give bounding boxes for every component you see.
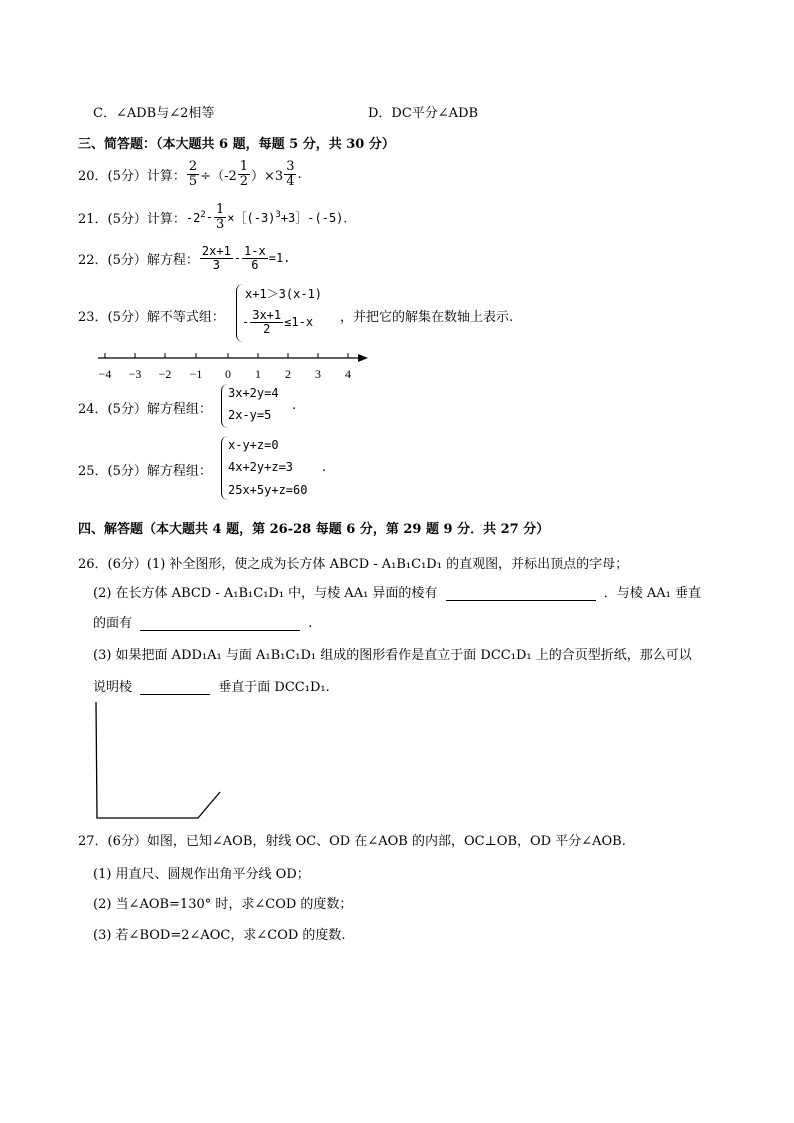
q24-brace — [221, 384, 228, 428]
q21-term-c: +3］-(-5)． — [280, 210, 356, 225]
q21-term-b: $\times[(-3)^3$ — [227, 209, 281, 225]
q23-label: 23．(5分）解不等式组： — [78, 310, 225, 325]
tick-label: −1 — [189, 367, 203, 381]
q23-inequality-1: x+1＞3(x-1) — [245, 287, 323, 301]
q20-end: . — [297, 166, 302, 182]
q25-equation-3: 25x+5y+z=60 — [228, 483, 308, 497]
q22-fraction-2: $\frac{1-x}{6}$ — [244, 244, 266, 272]
q22-end: =1. — [268, 251, 291, 266]
tick-label: 4 — [345, 367, 351, 381]
q26-part-2-line-1: (2) 在长方体 ABCD - A₁B₁C₁D₁ 中，与棱 AA₁ 异面的棱有 ．与棱 AA₁ 垂直 — [93, 586, 701, 601]
q26-part-1: 26．(6分）(1) 补全图形，使之成为长方体 ABCD - A₁B₁C₁D₁ 的直观图，并标出顶点的字母； — [78, 557, 629, 572]
tick-label: −4 — [98, 367, 112, 381]
number-line — [90, 346, 380, 382]
q20-label: 20．(5分）计算： — [78, 168, 186, 184]
number-line-ticks — [105, 353, 348, 358]
q25-equation-1: x-y+z=0 — [228, 438, 279, 452]
q20-fraction-1: $\frac{2}{5}$ — [188, 159, 198, 189]
q27-part-3: (2) 当∠AOB=130° 时，求∠COD 的度数； — [93, 897, 353, 912]
q25-brace — [221, 436, 228, 500]
q25-equation-2: 4x+2y+z=3 — [228, 460, 294, 474]
section-3-heading: 三、简答题：（本大题共 6 题，每题 5 分，共 30 分） — [78, 137, 395, 152]
q22-label: 22．(5分）解方程： — [78, 252, 199, 268]
q24-equation-1: 3x+2y=4 — [228, 386, 279, 400]
q24-equation-2: 2x-y=5 — [228, 408, 272, 422]
q26-part-3-line-1: (3) 如果把面 ADD₁A₁ 与面 A₁B₁C₁D₁ 组成的图形看作是直立于面 DCC₁D₁ 上的合页型折纸，那么可以 — [93, 648, 692, 663]
q21-label: 21．(5分）计算： — [78, 211, 186, 227]
q19-option-c: C．∠ADB与∠2相等 — [93, 106, 215, 121]
tick-label: −2 — [158, 367, 172, 381]
q26-part-3-line-2: 说明棱 垂直于面 DCC₁D₁. — [93, 680, 330, 695]
q26-answer-blank-1[interactable] — [446, 585, 596, 601]
q21-term-a: $-2^2$ — [185, 209, 206, 225]
section-4-heading: 四、解答题（本大题共 4 题，第 26-28 每题 6 分，第 29 题 9 分．共 27 分） — [78, 522, 550, 537]
q26-answer-blank-3[interactable] — [140, 679, 210, 695]
q19-option-d: D．DC平分∠ADB — [368, 106, 479, 121]
tick-label: 0 — [225, 367, 231, 381]
q20-operator-2: ）×3 — [251, 168, 284, 184]
q25-label: 25．(5分）解方程组： — [78, 464, 212, 479]
q23-inequality-2: - $\frac{3x+1}{2}$ ≤1-x — [242, 308, 314, 336]
q23-instruction: ，并把它的解集在数轴上表示. — [340, 310, 514, 325]
q25-end: . — [322, 460, 327, 475]
q20-operator-1: ÷（-2 — [200, 168, 237, 184]
question-22 — [78, 245, 290, 271]
tick-label: 1 — [255, 367, 261, 381]
q20-fraction-3: $\frac{3}{4}$ — [286, 159, 295, 189]
q26-figure — [90, 700, 230, 822]
question-20 — [78, 160, 302, 188]
q24-label: 24．(5分）解方程组： — [78, 402, 212, 417]
q22-minus: - — [233, 251, 242, 266]
q27-part-1: 27．(6分）如图，已知∠AOB，射线 OC、OD 在∠AOB 的内部，OC⊥OB，OD 平分∠AOB. — [78, 834, 626, 849]
q26-answer-blank-2[interactable] — [140, 615, 300, 631]
q27-part-4: (3) 若∠BOD=2∠AOC，求∠COD 的度数. — [93, 928, 346, 943]
q22-fraction-1: $\frac{2x+1}{3}$ — [201, 244, 231, 272]
question-21 — [78, 203, 355, 231]
q20-fraction-2: $\frac{1}{2}$ — [239, 159, 249, 189]
q21-fraction: $\frac{1}{3}$ — [216, 202, 225, 232]
tick-label: 2 — [285, 367, 291, 381]
tick-label: 3 — [315, 367, 321, 381]
q21-minus: - — [205, 210, 213, 225]
tick-label: −3 — [128, 367, 142, 381]
q27-part-2: (1) 用直尺、圆规作出角平分线 OD； — [93, 867, 310, 882]
q24-end: . — [292, 398, 297, 413]
q26-part-2-line-2: 的面有 . — [93, 616, 313, 631]
